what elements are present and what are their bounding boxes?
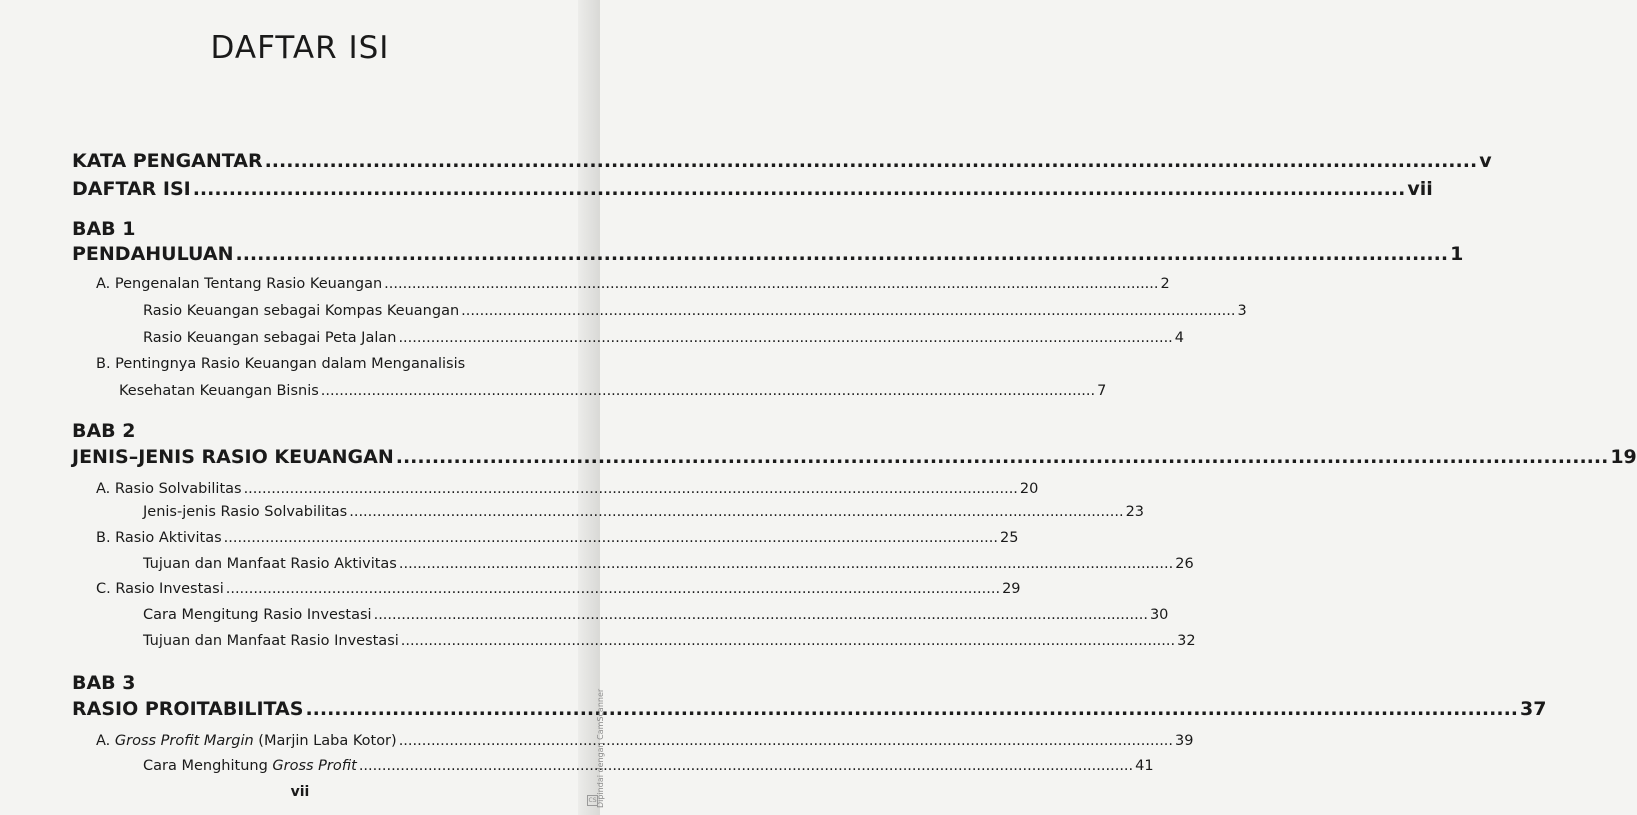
- leader-dots: [384, 276, 1158, 292]
- leader-dots: [265, 150, 1478, 172]
- leader-dots: [396, 446, 1609, 468]
- toc-entry-kata-pengantar[interactable]: [72, 150, 1492, 172]
- toc-label: [96, 733, 397, 749]
- toc-page: 19: [1610, 446, 1637, 468]
- toc-label: RASIO PROITABILITAS: [72, 698, 304, 720]
- toc-label: Tujuan dan Manfaat Rasio Aktivitas: [143, 556, 397, 572]
- leader-dots: [461, 303, 1235, 319]
- leader-dots: [399, 556, 1173, 572]
- toc-page: 2: [1160, 276, 1170, 292]
- toc-entry-3a[interactable]: [96, 733, 1194, 749]
- toc-page: 26: [1175, 556, 1194, 572]
- leader-dots: [398, 330, 1172, 346]
- toc-label-italic: Gross Profit: [272, 758, 357, 774]
- page-number: vii: [290, 784, 310, 800]
- leader-dots: [401, 633, 1175, 649]
- toc-entry-chapter-2[interactable]: [72, 446, 1637, 468]
- toc-page: 41: [1135, 758, 1154, 774]
- leader-dots: [226, 581, 1000, 597]
- toc-page: 30: [1149, 607, 1169, 623]
- toc-entry-1a2[interactable]: [143, 330, 1185, 346]
- toc-label-rest: (Marjin Laba Kotor): [253, 733, 397, 749]
- page-title: DAFTAR ISI: [210, 30, 390, 66]
- toc-label: A. Rasio Solvabilitas: [96, 481, 242, 497]
- toc-label-prefix: Cara Menghitung: [143, 758, 273, 774]
- scanner-watermark-text: Dipindai dengan CamScanner: [596, 688, 605, 808]
- leader-dots: [359, 758, 1133, 774]
- toc-page: v: [1479, 150, 1492, 172]
- toc-entry-2c1[interactable]: [143, 607, 1169, 623]
- toc-label: Rasio Keuangan sebagai Peta Jalan: [143, 330, 397, 346]
- toc-entry-2b[interactable]: [96, 530, 1019, 546]
- toc-label: [143, 758, 357, 774]
- toc-entry-2c2[interactable]: [143, 633, 1196, 649]
- toc-page: 32: [1177, 633, 1196, 649]
- chapter-3-heading: BAB 3: [72, 672, 136, 694]
- toc-page: 39: [1175, 733, 1194, 749]
- toc-entry-2c[interactable]: [96, 581, 1021, 597]
- toc-label: C. Rasio Investasi: [96, 581, 224, 597]
- toc-label: Rasio Keuangan sebagai Kompas Keuangan: [143, 303, 460, 319]
- leader-dots: [321, 383, 1095, 399]
- toc-page: 20: [1019, 481, 1039, 497]
- toc-entry-1a1[interactable]: [143, 303, 1247, 319]
- chapter-2-heading: BAB 2: [72, 420, 136, 442]
- toc-entry-chapter-1[interactable]: [72, 243, 1464, 265]
- toc-label: Cara Mengitung Rasio Investasi: [143, 607, 372, 623]
- toc-label: A. Pengenalan Tentang Rasio Keuangan: [96, 276, 383, 292]
- toc-entry-3a1[interactable]: [143, 758, 1154, 774]
- toc-entry-2a[interactable]: [96, 481, 1039, 497]
- toc-label: Kesehatan Keuangan Bisnis: [119, 383, 319, 399]
- toc-label: DAFTAR ISI: [72, 178, 191, 200]
- toc-page: 25: [999, 530, 1019, 546]
- leader-dots: [374, 607, 1148, 623]
- leader-dots: [224, 530, 998, 546]
- leader-dots: [236, 243, 1449, 265]
- toc-entry-2a1[interactable]: [143, 504, 1145, 520]
- leader-dots: [349, 504, 1123, 520]
- toc-label: B. Rasio Aktivitas: [96, 530, 222, 546]
- toc-page: vii: [1407, 178, 1433, 200]
- toc-page: 3: [1237, 303, 1247, 319]
- camscanner-icon: CS: [588, 797, 597, 804]
- toc-label-prefix: A.: [96, 733, 115, 749]
- toc-entry-1a[interactable]: [96, 276, 1170, 292]
- leader-dots: [193, 178, 1406, 200]
- toc-entry-2b1[interactable]: [143, 556, 1194, 572]
- toc-entry-1b-line1: B. Pentingnya Rasio Keuangan dalam Menganalisis: [96, 356, 466, 372]
- toc-label: PENDAHULUAN: [72, 243, 234, 265]
- toc-page: 7: [1097, 383, 1107, 399]
- toc-page: 37: [1520, 698, 1547, 720]
- toc-entry-1b[interactable]: [119, 383, 1107, 399]
- leader-dots: [399, 733, 1173, 749]
- toc-label: KATA PENGANTAR: [72, 150, 263, 172]
- toc-page: 29: [1002, 581, 1021, 597]
- leader-dots: [244, 481, 1018, 497]
- toc-label: Tujuan dan Manfaat Rasio Investasi: [143, 633, 399, 649]
- toc-label: Jenis-jenis Rasio Solvabilitas: [143, 504, 348, 520]
- scanner-watermark: [584, 688, 605, 808]
- toc-page: 4: [1174, 330, 1185, 346]
- chapter-1-heading: BAB 1: [72, 218, 136, 240]
- toc-page: 1: [1450, 243, 1464, 265]
- leader-dots: [305, 698, 1518, 720]
- toc-page: 23: [1125, 504, 1145, 520]
- toc-entry-chapter-3[interactable]: [72, 698, 1547, 720]
- toc-entry-daftar-isi[interactable]: [72, 178, 1433, 200]
- toc-label: JENIS–JENIS RASIO KEUANGAN: [72, 446, 394, 468]
- toc-label-italic: Gross Profit Margin: [114, 733, 254, 749]
